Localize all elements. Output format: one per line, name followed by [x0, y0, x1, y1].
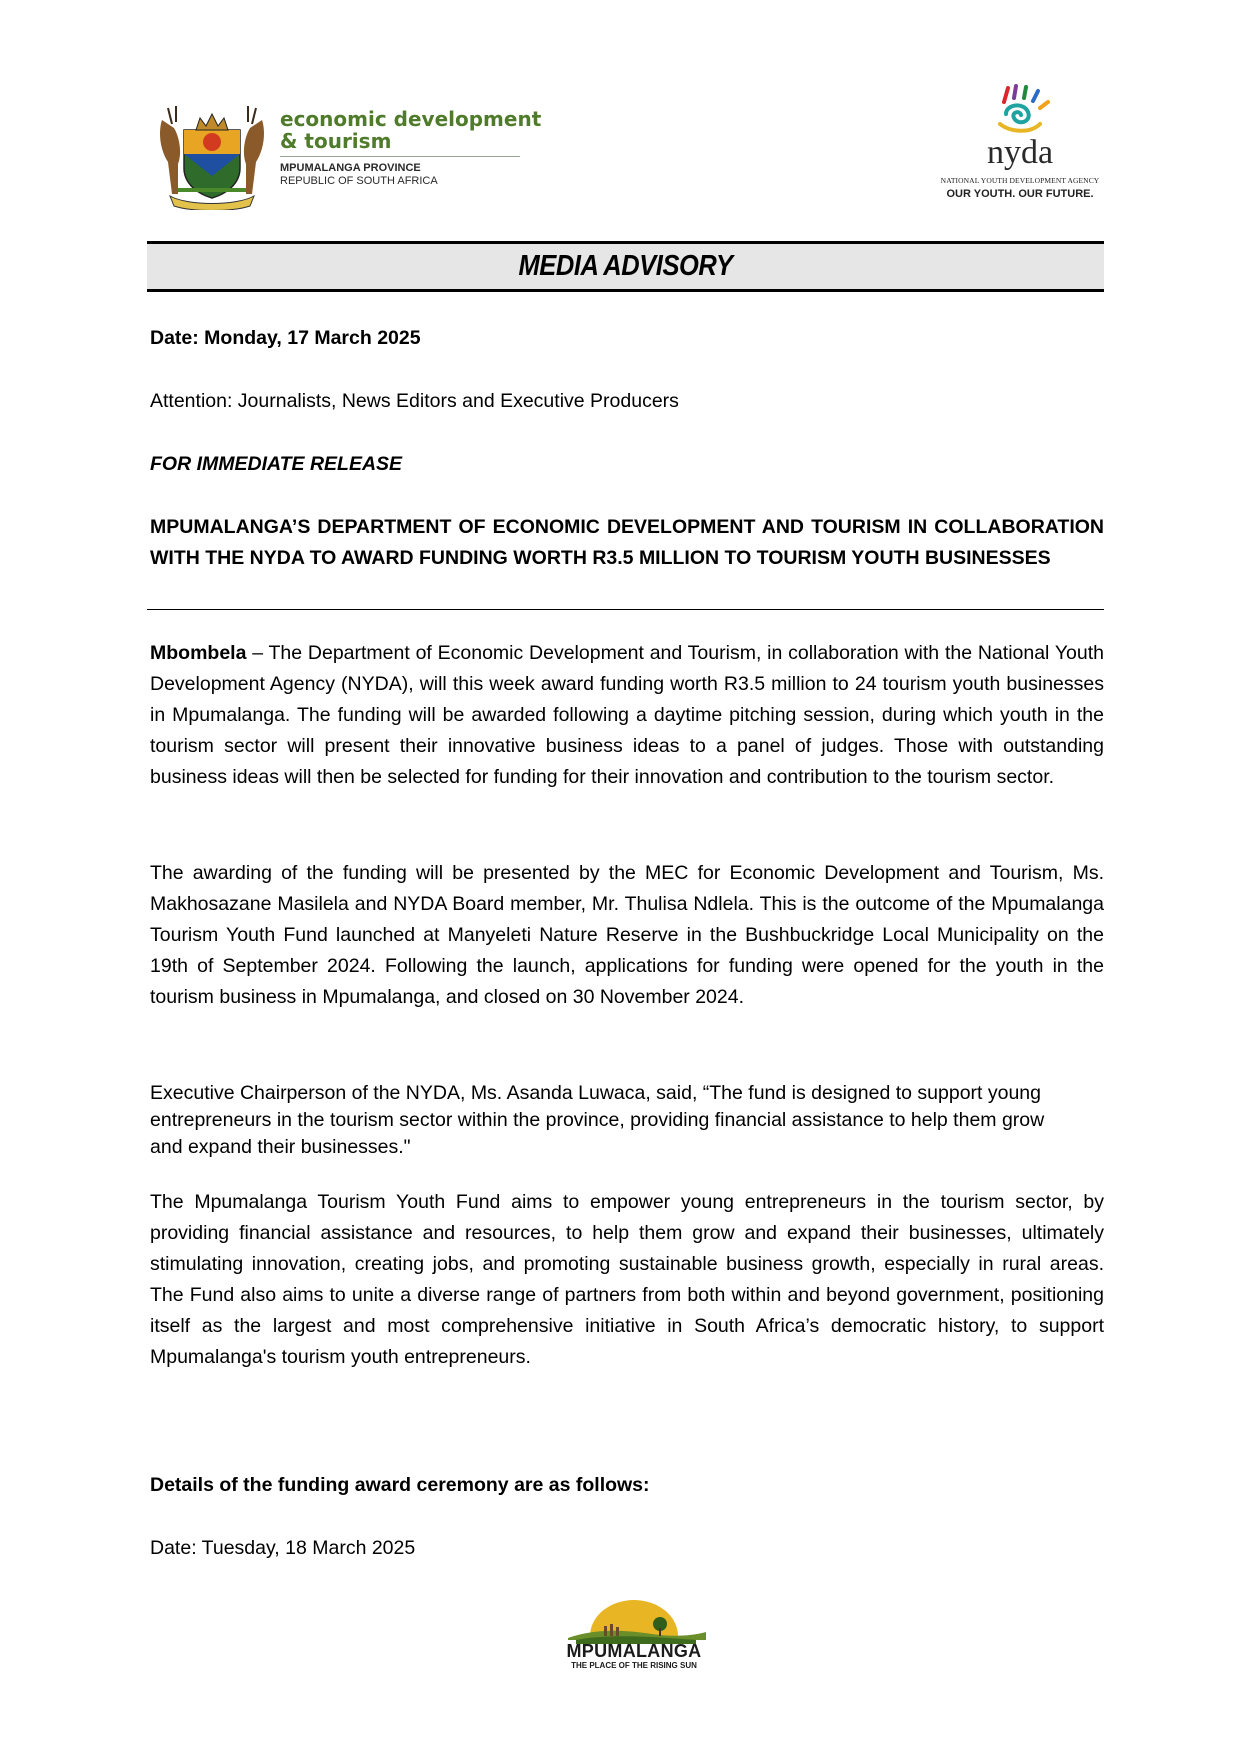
ceremony-date: Date: Tuesday, 18 March 2025	[150, 1537, 416, 1559]
paragraph-1	[150, 638, 1104, 793]
nyda-wordmark: nyda	[986, 134, 1054, 171]
dateline: Mbombela	[150, 642, 247, 664]
attention-line: Attention: Journalists, News Editors and Executive Producers	[150, 390, 679, 412]
headline: MPUMALANGA’S DEPARTMENT OF ECONOMIC DEVELOPMENT AND TOURISM IN COLLABORATION WITH THE NYDA TO AWARD FUNDING WORTH R3.5 MILLION TO TOURISM YOUTH BUSINESSES	[150, 516, 1104, 569]
edt-province: MPUMALANGA PROVINCE	[280, 162, 421, 174]
paragraph-4: The Mpumalanga Tourism Youth Fund aims to empower young entrepreneurs in the tourism sector, by providing financial assistance and resources, to help them grow and expand their businesses, ultimately stimulating innovation, creating jobs, and promoting sustainable business growth, especially in rural areas. The Fund also aims to unite a diverse range of partners from both within and beyond government, positioning itself as the largest and most comprehensive initiative in South Africa’s democratic history, to support Mpumalanga's tourism youth entrepreneurs.	[150, 1191, 1104, 1368]
edt-country: REPUBLIC OF SOUTH AFRICA	[280, 175, 438, 187]
paragraph-2: The awarding of the funding will be presented by the MEC for Economic Development and Tourism, Ms. Makhosazane Masilela and NYDA Board member, Mr. Thulisa Ndlela. This is the outcome of the Mpumalanga Tourism Youth Fund launched at Manyeleti Nature Reserve in the Bushbuckridge Local Municipality on the 19th of September 2024. Following the launch, applications for funding were opened for the youth in the tourism business in Mpumalanga, and closed on 30 November 2024.	[150, 862, 1104, 1008]
nyda-hand-icon	[996, 84, 1050, 136]
advisory-title: MEDIA ADVISORY	[518, 250, 733, 282]
edt-name-line2: & tourism	[280, 129, 392, 153]
paragraph-3-quote: Executive Chairperson of the NYDA, Ms. Asanda Luwaca, said, “The fund is designed to support young entrepreneurs in the tourism sector within the province, providing financial assistance to help them grow and expand their businesses."	[150, 1082, 1045, 1158]
advisory-banner	[147, 241, 1104, 292]
mpumalanga-wordmark: MPUMALANGA	[566, 1641, 702, 1661]
nyda-logo	[930, 84, 1110, 204]
mpumalanga-tagline: THE PLACE OF THE RISING SUN	[571, 1661, 697, 1670]
nyda-agency-name: NATIONAL YOUTH DEVELOPMENT AGENCY	[940, 176, 1100, 185]
paragraph-1-text: – The Department of Economic Development and Tourism, in collaboration with the National Youth Development Agency (NYDA), will this week award funding worth R3.5 million to 24 tourism youth businesses in Mpumalanga. The funding will be awarded following a daytime pitching session, during which youth in the tourism sector will present their innovative business ideas to a panel of judges. Those with outstanding business ideas will then be selected for funding for their innovation and contribution to the tourism sector.	[150, 642, 1104, 788]
release-label: FOR IMMEDIATE RELEASE	[150, 453, 403, 475]
edt-name-line1: economic development	[280, 107, 542, 131]
edt-divider	[280, 156, 520, 157]
advisory-date: Date: Monday, 17 March 2025	[150, 327, 421, 349]
edt-logo	[148, 102, 542, 210]
headline-divider	[147, 609, 1104, 610]
details-heading: Details of the funding award ceremony are as follows:	[150, 1474, 650, 1496]
mpumalanga-logo	[556, 1600, 712, 1672]
coat-of-arms-icon	[148, 102, 276, 210]
rising-sun-landscape-icon	[556, 1600, 712, 1644]
nyda-slogan: OUR YOUTH. OUR FUTURE.	[946, 188, 1094, 200]
